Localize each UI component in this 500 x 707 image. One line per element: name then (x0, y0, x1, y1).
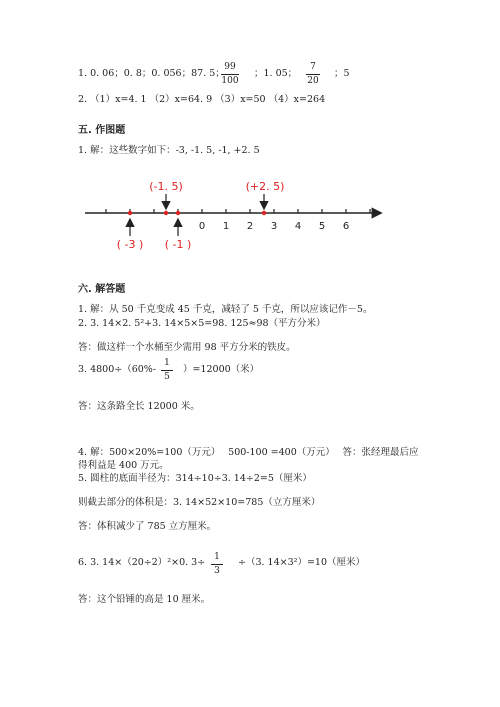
answer-6-4-line2: 得利益是 400 万元。 (78, 460, 169, 471)
point-pos-2-5 (262, 211, 266, 215)
answer-6-3a: 3. 4800÷（60%- (78, 364, 157, 375)
answer-6-1: 1. 解：从 50 千克变成 45 千克，减轻了 5 千克，所以应该记作－5。 (78, 304, 373, 315)
answer-6-5-line1: 5. 圆柱的底面半径为：314÷10÷3. 14÷2=5（厘米） (78, 473, 312, 484)
tick-label: 4 (294, 221, 302, 232)
fraction-numerator: 1 (214, 552, 220, 562)
answer-6-5-conclusion: 答：体积减少了 785 立方厘米。 (78, 521, 217, 532)
fraction-1-5 (161, 358, 173, 383)
fraction-bar (221, 74, 239, 75)
fraction-bar (306, 74, 320, 75)
answer-6-5-line2: 则截去部分的体积是：3. 14×52×10=785（立方厘米） (78, 497, 321, 508)
answer-6-6-conclusion: 答：这个铅锤的高是 10 厘米。 (78, 594, 211, 605)
answer-6-2-conclusion: 答：做这样一个水桶至少需用 98 平方分米的铁皮。 (78, 342, 296, 353)
answer-6-3-conclusion: 答：这条路全长 12000 米。 (78, 401, 200, 412)
answer-line-2: 2. （1）x=4. 1 （2）x=64. 9 （3）x=50 （4）x=264 (78, 94, 326, 105)
fraction-1-3 (211, 552, 223, 577)
tick-label: 0 (198, 221, 206, 232)
fraction-bar (161, 370, 173, 371)
q5-answer: 1. 解：这些数字如下：-3, -1. 5, -1, +2. 5 (78, 145, 260, 156)
answer-6-4-line1: 4. 解：500×20%=100（万元） 500-100 =400（万元） 答：张经理最后应 (78, 447, 419, 458)
fraction-denominator: 20 (307, 76, 319, 86)
tick-label: 2 (246, 221, 254, 232)
answer-line-1a: 1. 0. 06；0. 8；0. 056；87. 5； (78, 68, 225, 79)
answer-6-2: 2. 3. 14×2. 5²+3. 14×5×5=98. 125≈98（平方分米） (78, 318, 326, 329)
tick-label: 5 (318, 221, 326, 232)
fraction-bar (211, 564, 223, 565)
fraction-denominator: 5 (164, 372, 170, 382)
fraction-numerator: 1 (164, 358, 170, 368)
label-neg-3: ( -3 ) (116, 238, 144, 251)
answer-6-6a: 6. 3. 14×（20÷2）²×0. 3÷ (78, 557, 206, 568)
tick-label: 3 (270, 221, 278, 232)
fraction-99-100 (221, 62, 239, 87)
label-neg-1: ( -1 ) (164, 238, 192, 251)
fraction-denominator: 100 (221, 76, 239, 86)
section-6-title: 六. 解答题 (78, 284, 126, 295)
tick-label: 6 (342, 221, 350, 232)
point-neg-1 (176, 211, 180, 215)
label-neg-1-5: (-1. 5) (149, 180, 183, 193)
fraction-7-20 (306, 62, 320, 87)
answer-line-1c: ；5 (334, 68, 350, 79)
point-neg-1-5 (164, 211, 168, 215)
answer-line-1b: ；1. 05； (254, 68, 298, 79)
answer-6-3b: ）=12000（米） (183, 364, 260, 375)
fraction-numerator: 99 (224, 62, 236, 72)
fraction-denominator: 3 (214, 566, 220, 576)
number-line-figure (80, 178, 390, 258)
label-pos-2-5: (+2. 5) (245, 180, 285, 193)
fraction-numerator: 7 (310, 62, 316, 72)
section-5-title: 五. 作图题 (78, 125, 126, 136)
point-neg-3 (128, 211, 132, 215)
answer-6-6b: ÷（3. 14×3²）=10（厘米） (238, 557, 365, 568)
tick-label: 1 (222, 221, 230, 232)
